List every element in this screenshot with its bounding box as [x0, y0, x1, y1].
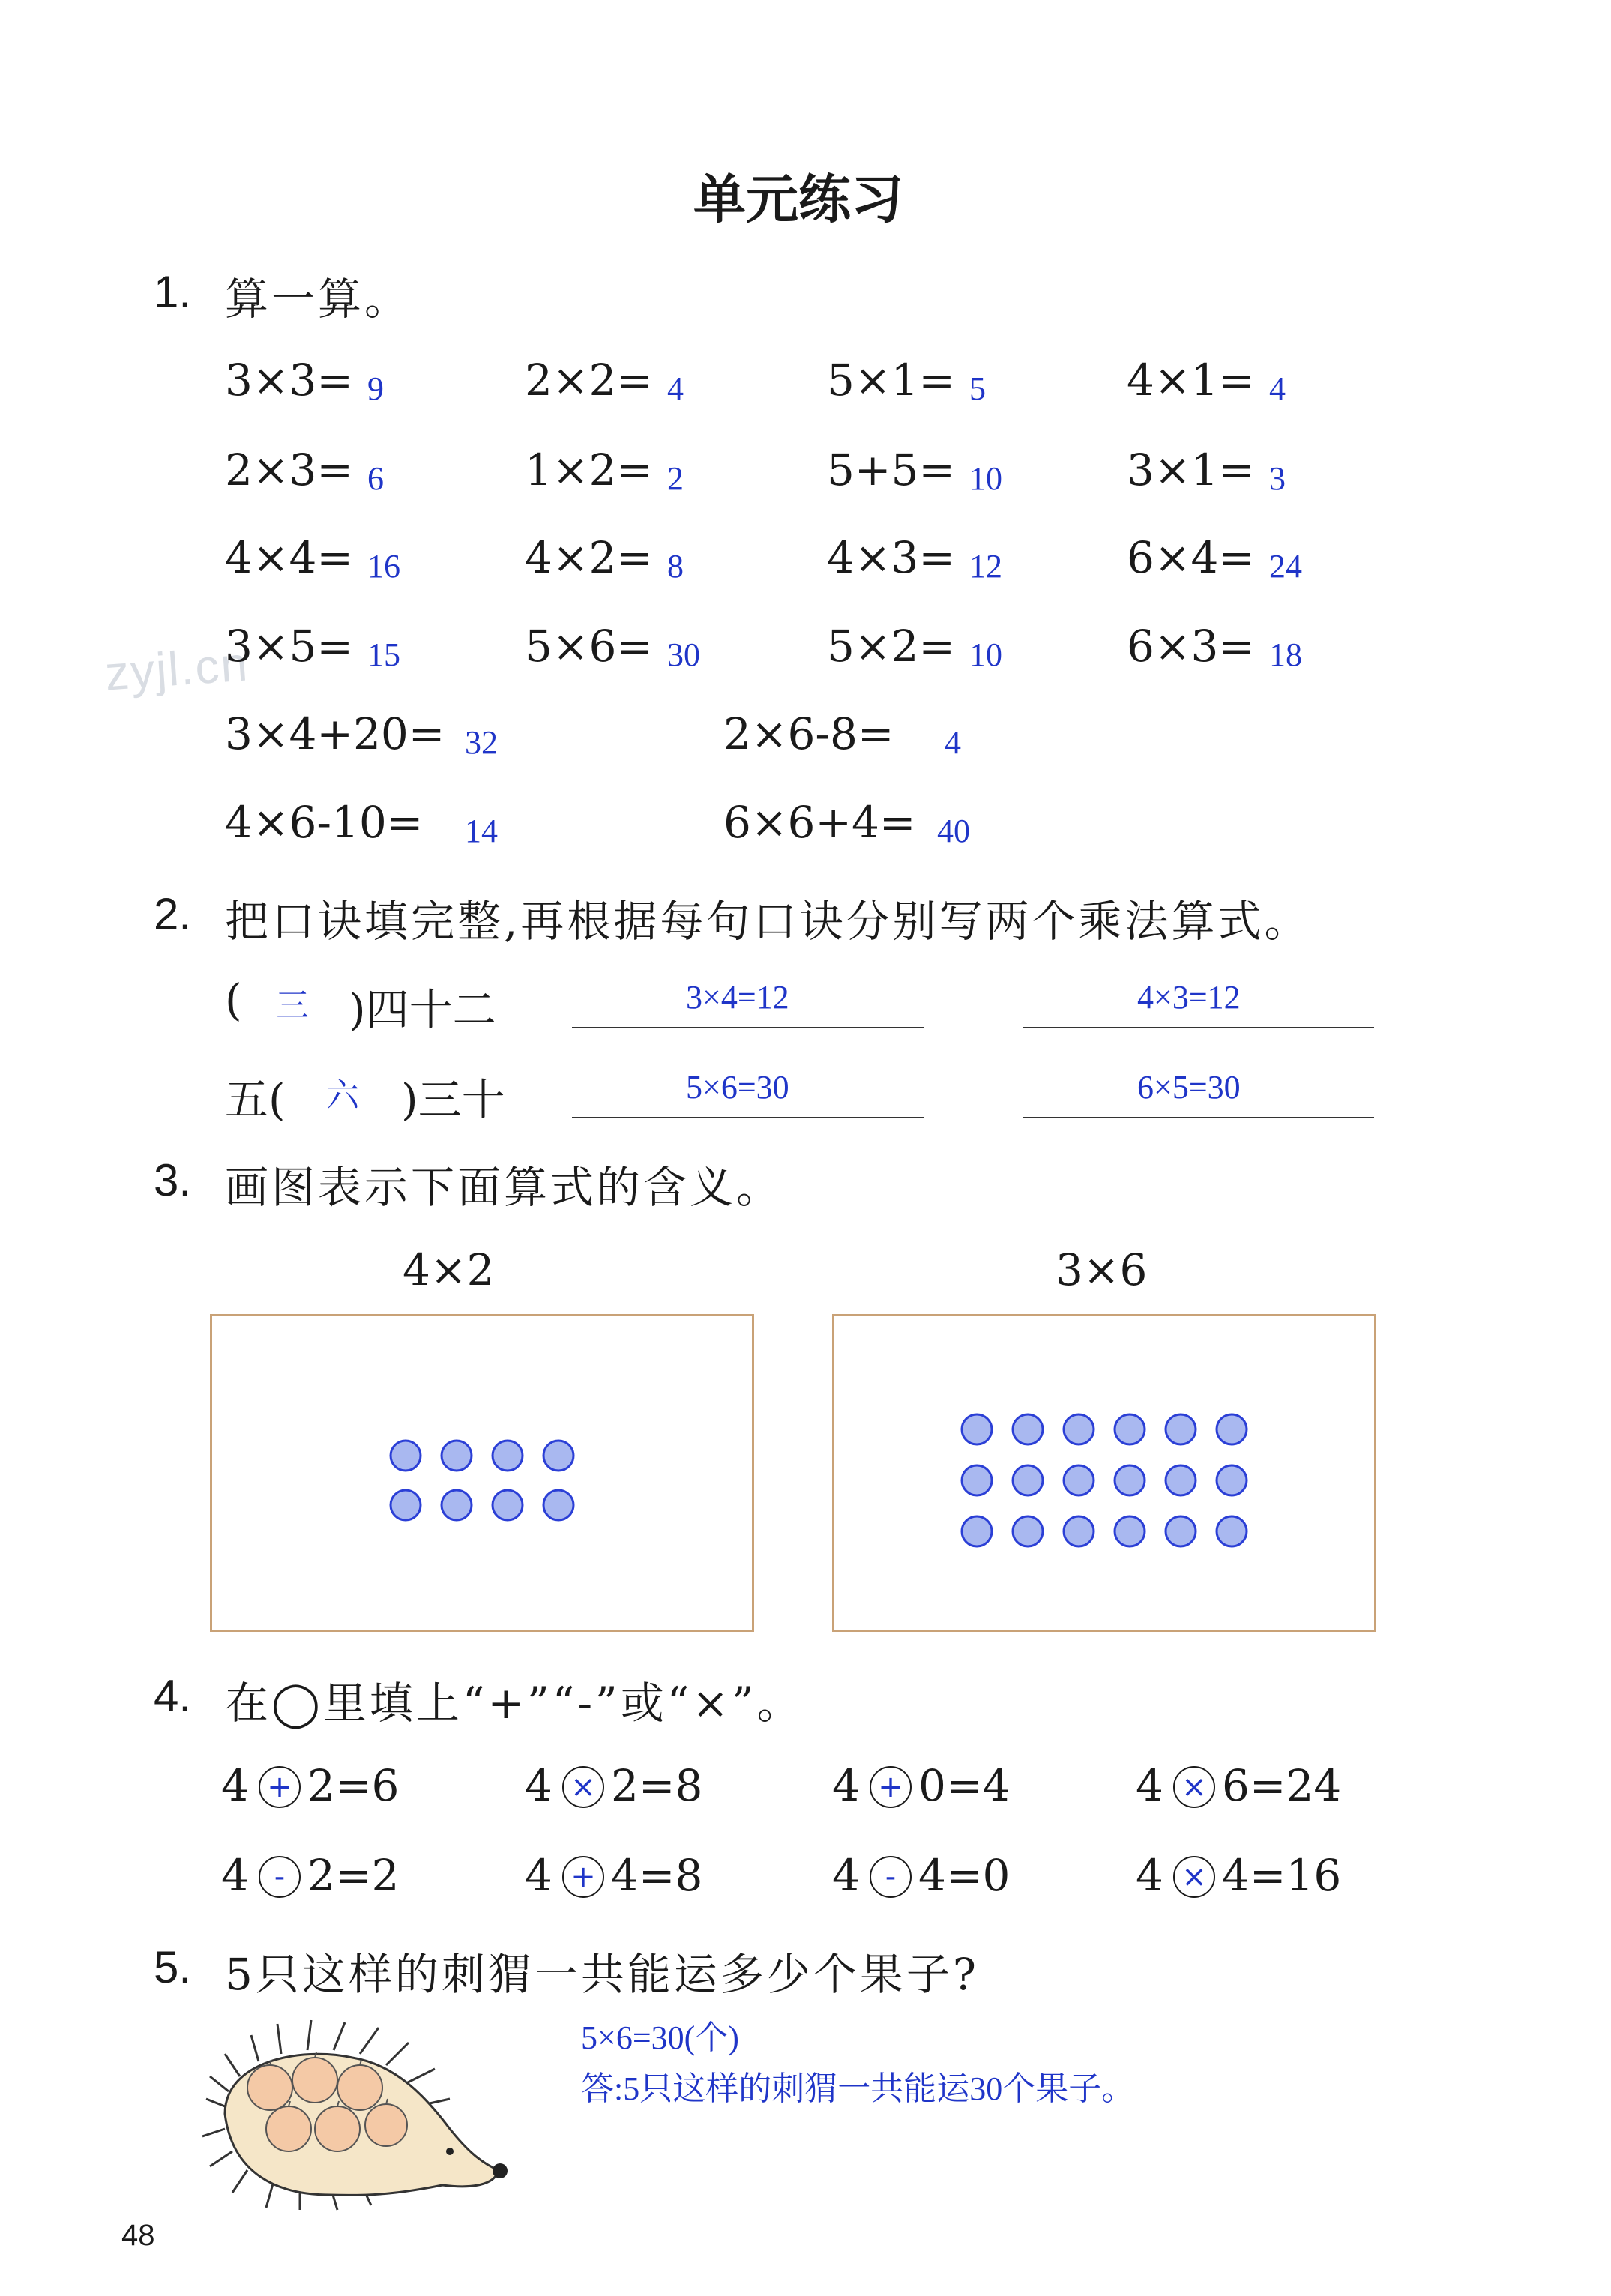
- q4-operator-circle[interactable]: +: [870, 1766, 912, 1808]
- q1-answer: 6: [367, 460, 384, 497]
- q2-item-2-fill: 六: [326, 1077, 359, 1114]
- q1-expression: 3×1=: [1127, 445, 1255, 495]
- q3-dot: [1115, 1465, 1145, 1495]
- q4-left-operand: 4: [1136, 1850, 1163, 1901]
- q1-long-answer: 32: [465, 724, 498, 761]
- q2-item-2-line1: [572, 1117, 924, 1118]
- q4-instruction: 在◯里填上“+”“-”或“×”。: [225, 1678, 804, 1729]
- q1-expression: 6×3=: [1127, 621, 1255, 672]
- page-title: 单元练习: [693, 169, 903, 230]
- q1-answer: 9: [367, 370, 384, 407]
- q1-expression: 1×2=: [525, 445, 653, 495]
- q3-dot: [1166, 1516, 1196, 1546]
- q1-answer: 18: [1269, 636, 1302, 673]
- q1-expression: 4×3=: [827, 532, 955, 583]
- q1-answer: 4: [1269, 370, 1286, 407]
- q3-instruction: 画图表示下面算式的含义。: [225, 1162, 783, 1213]
- q2-item-1-fill: 三: [276, 987, 309, 1024]
- q2-item-1-prefix: (: [225, 974, 242, 1025]
- q4-right-expression: 6=24: [1222, 1760, 1342, 1811]
- q1-answer: 10: [969, 460, 1002, 497]
- watermark: zyjl.cn: [103, 636, 251, 701]
- q2-item-1-suffix: )四十二: [349, 984, 496, 1035]
- q3-dot: [1166, 1414, 1196, 1444]
- q1-long-answer: 4: [945, 724, 961, 761]
- q3-dot: [543, 1490, 573, 1520]
- q4-left-operand: 4: [221, 1760, 249, 1811]
- q3-dot: [493, 1490, 523, 1520]
- q1-expression: 2×2=: [525, 355, 653, 406]
- q1-answer: 30: [667, 636, 700, 673]
- q2-item-1-eq2: 4×3=12: [1137, 979, 1241, 1016]
- q1-expression: 5×1=: [827, 355, 955, 406]
- q2-number: 2.: [154, 889, 192, 939]
- q3-dot: [1013, 1516, 1043, 1546]
- q1-long-expression: 3×4+20=: [225, 708, 445, 759]
- q5-equation: 5×6=30(个): [581, 2019, 739, 2056]
- q3-dot: [1217, 1465, 1247, 1495]
- q4-left-operand: 4: [1136, 1760, 1163, 1811]
- q1-expression: 3×5=: [225, 621, 353, 672]
- q4-operator-circle[interactable]: +: [562, 1856, 604, 1898]
- q5-number: 5.: [154, 1942, 192, 1992]
- q2-item-2-line2: [1023, 1117, 1374, 1118]
- q3-dot: [1064, 1414, 1094, 1444]
- q1-instruction: 算一算。: [225, 274, 412, 325]
- q2-item-1-line2: [1023, 1027, 1374, 1028]
- q1-number: 1.: [154, 267, 192, 317]
- q3-dot: [1064, 1516, 1094, 1546]
- q4-operator-circle[interactable]: ×: [1173, 1766, 1215, 1808]
- q3-number: 3.: [154, 1155, 192, 1205]
- q2-instruction: 把口诀填完整,再根据每句口诀分别写两个乘法算式。: [225, 896, 1311, 947]
- q3-left-dots: [212, 1316, 752, 1630]
- page-number: 48: [121, 2219, 155, 2252]
- q3-dot: [962, 1465, 992, 1495]
- q1-expression: 4×2=: [525, 532, 653, 583]
- q3-dot: [493, 1441, 523, 1471]
- q4-left-operand: 4: [832, 1760, 860, 1811]
- q1-answer: 24: [1269, 548, 1302, 585]
- q4-right-expression: 4=0: [918, 1850, 1011, 1901]
- q4-left-operand: 4: [832, 1850, 860, 1901]
- q3-dot: [442, 1490, 472, 1520]
- q4-right-expression: 2=6: [307, 1760, 400, 1811]
- q3-dot: [962, 1516, 992, 1546]
- q1-answer: 12: [969, 548, 1002, 585]
- q1-answer: 2: [667, 460, 684, 497]
- q1-answer: 8: [667, 548, 684, 585]
- q5-question: 5只这样的刺猬一共能运多少个果子?: [225, 1949, 979, 2000]
- q3-dot: [391, 1441, 421, 1471]
- q3-dot: [962, 1414, 992, 1444]
- q1-expression: 4×4=: [225, 532, 353, 583]
- q3-right-label: 3×6: [1056, 1244, 1148, 1295]
- q3-right-dots: [834, 1316, 1374, 1630]
- q4-right-expression: 0=4: [918, 1760, 1011, 1811]
- q1-answer: 16: [367, 548, 400, 585]
- q1-answer: 4: [667, 370, 684, 407]
- q4-right-expression: 4=8: [611, 1850, 703, 1901]
- q3-dot: [442, 1441, 472, 1471]
- q2-item-1-line1: [572, 1027, 924, 1028]
- q5-answer: 答:5只这样的刺猬一共能运30个果子。: [581, 2070, 1135, 2107]
- q3-right-box: [832, 1314, 1376, 1632]
- q2-item-2-eq1: 5×6=30: [686, 1069, 789, 1106]
- q4-operator-circle[interactable]: -: [870, 1856, 912, 1898]
- q1-long-answer: 14: [465, 813, 498, 849]
- q1-expression: 4×1=: [1127, 355, 1255, 406]
- q4-operator-circle[interactable]: ×: [562, 1766, 604, 1808]
- q1-expression: 2×3=: [225, 445, 353, 495]
- q2-item-2-prefix: 五(: [225, 1074, 286, 1125]
- q3-dot: [391, 1490, 421, 1520]
- q4-right-expression: 4=16: [1222, 1850, 1342, 1901]
- q1-expression: 3×3=: [225, 355, 353, 406]
- q1-answer: 3: [1269, 460, 1286, 497]
- q3-dot: [1013, 1414, 1043, 1444]
- q3-dot: [1217, 1414, 1247, 1444]
- q1-answer: 10: [969, 636, 1002, 673]
- q4-left-operand: 4: [221, 1850, 249, 1901]
- q4-left-operand: 4: [525, 1850, 552, 1901]
- q2-item-2-suffix: )三十: [401, 1074, 505, 1125]
- q4-operator-circle[interactable]: -: [259, 1856, 301, 1898]
- q3-left-label: 4×2: [403, 1244, 495, 1295]
- q2-item-1-eq1: 3×4=12: [686, 979, 789, 1016]
- q3-dot: [1166, 1465, 1196, 1495]
- q1-long-expression: 6×6+4=: [723, 797, 916, 848]
- hedgehog-illustration: [202, 2016, 517, 2211]
- q3-dot: [1013, 1465, 1043, 1495]
- q3-dot: [1064, 1465, 1094, 1495]
- q1-answer: 5: [969, 370, 986, 407]
- q3-dot: [1217, 1516, 1247, 1546]
- q1-expression: 5×2=: [827, 621, 955, 672]
- q1-answer: 15: [367, 636, 400, 673]
- q1-long-expression: 2×6-8=: [723, 708, 894, 759]
- q3-left-box: [210, 1314, 754, 1632]
- q1-expression: 5+5=: [827, 445, 955, 495]
- q3-dot: [1115, 1516, 1145, 1546]
- q1-long-expression: 4×6-10=: [225, 797, 424, 848]
- q1-expression: 5×6=: [525, 621, 653, 672]
- q2-item-2-eq2: 6×5=30: [1137, 1069, 1241, 1106]
- q4-number: 4.: [154, 1671, 192, 1721]
- q4-left-operand: 4: [525, 1760, 552, 1811]
- q4-operator-circle[interactable]: +: [259, 1766, 301, 1808]
- q3-dot: [543, 1441, 573, 1471]
- q1-expression: 6×4=: [1127, 532, 1255, 583]
- q3-dot: [1115, 1414, 1145, 1444]
- q4-right-expression: 2=2: [307, 1850, 400, 1901]
- q1-long-answer: 40: [937, 813, 970, 849]
- q4-right-expression: 2=8: [611, 1760, 703, 1811]
- q4-operator-circle[interactable]: ×: [1173, 1856, 1215, 1898]
